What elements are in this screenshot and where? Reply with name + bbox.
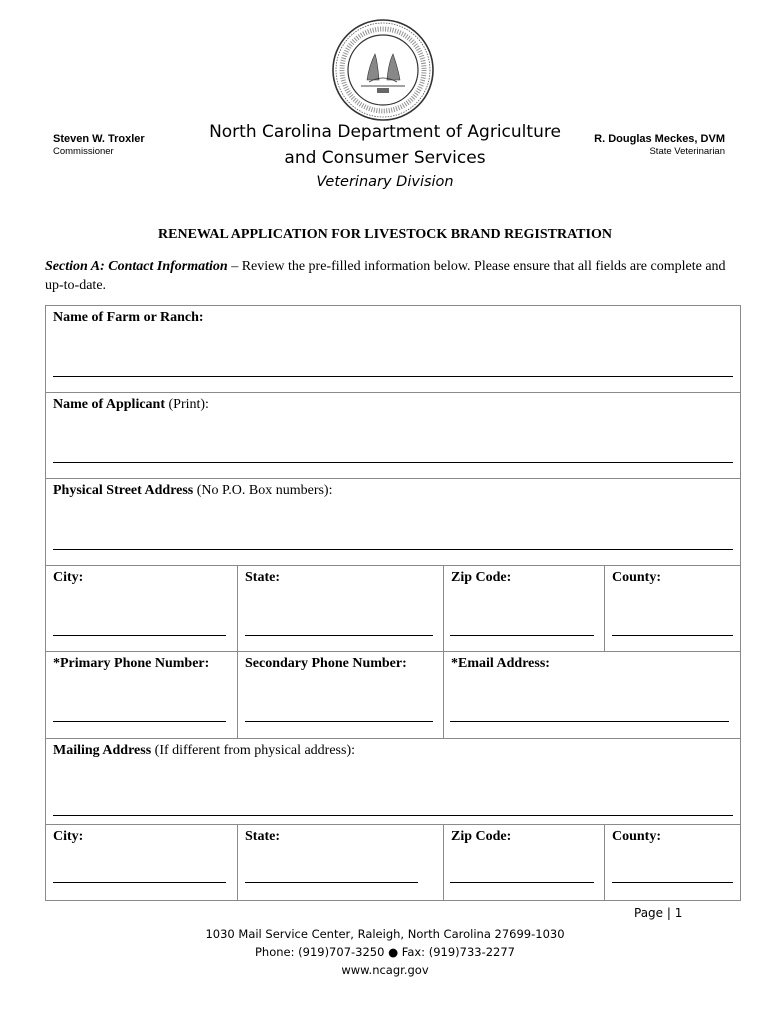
- mailing-zip-label: Zip Code:: [451, 829, 512, 844]
- applicant-name-field[interactable]: [53, 462, 733, 463]
- veterinarian-block: [594, 133, 725, 157]
- page-number: Page | 1: [634, 906, 683, 920]
- phone-email-row: [46, 652, 740, 739]
- street-address-label: Physical Street Address (No P.O. Box numbers):: [53, 483, 333, 498]
- veterinarian-name: R. Douglas Meckes, DVM: [594, 133, 725, 145]
- mailing-city-label: City:: [53, 829, 84, 844]
- mailing-city-cell: [46, 825, 237, 900]
- mailing-address-row: [46, 739, 740, 825]
- mailing-zip-cell: [443, 825, 604, 900]
- veterinarian-title: State Veterinarian: [649, 146, 725, 157]
- state-label: State:: [245, 570, 280, 585]
- zip-cell: [443, 566, 604, 651]
- mailing-county-field[interactable]: [612, 882, 733, 883]
- email-field[interactable]: [450, 721, 729, 722]
- mailing-county-cell: [604, 825, 740, 900]
- farm-name-label: Name of Farm or Ranch:: [53, 310, 204, 325]
- applicant-label: Name of Applicant (Print):: [53, 397, 209, 412]
- footer: [0, 925, 770, 979]
- department-name-line2: and Consumer Services: [284, 148, 486, 168]
- secondary-phone-label: Secondary Phone Number:: [245, 656, 407, 671]
- section-label: Section A: Contact Information: [45, 259, 228, 274]
- state-cell: [237, 566, 443, 651]
- zip-label: Zip Code:: [451, 570, 512, 585]
- secondary-phone-cell: [237, 652, 443, 738]
- email-label: *Email Address:: [451, 656, 550, 671]
- primary-phone-field[interactable]: [53, 721, 226, 722]
- commissioner-block: [53, 133, 145, 157]
- zip-field[interactable]: [450, 635, 594, 636]
- street-address-row: [46, 479, 740, 566]
- county-label: County:: [612, 570, 662, 585]
- mailing-state-field[interactable]: [245, 882, 418, 883]
- county-field[interactable]: [612, 635, 733, 636]
- farm-name-row: [46, 306, 740, 393]
- secondary-phone-field[interactable]: [245, 721, 433, 722]
- email-cell: [443, 652, 740, 738]
- division-name: Veterinary Division: [316, 174, 454, 190]
- city-field[interactable]: [53, 635, 226, 636]
- mailing-county-label: County:: [612, 829, 662, 844]
- commissioner-name: Steven W. Troxler: [53, 133, 145, 145]
- department-name-line1: North Carolina Department of Agriculture: [209, 122, 561, 142]
- city-label: City:: [53, 570, 84, 585]
- mailing-state-cell: [237, 825, 443, 900]
- contact-form: [45, 305, 741, 901]
- footer-website: www.ncagr.gov: [341, 963, 429, 977]
- footer-phone-fax: Phone: (919)707-3250 ● Fax: (919)733-2277: [254, 945, 516, 959]
- form-title: RENEWAL APPLICATION FOR LIVESTOCK BRAND REGISTRATION: [158, 227, 612, 242]
- city-cell: [46, 566, 237, 651]
- farm-name-field[interactable]: [53, 376, 733, 377]
- mailing-state-label: State:: [245, 829, 280, 844]
- department-heading: [185, 119, 585, 193]
- footer-address: 1030 Mail Service Center, Raleigh, North Carolina 27699-1030: [205, 927, 565, 941]
- commissioner-title: Commissioner: [53, 146, 114, 157]
- mailing-address-field[interactable]: [53, 815, 733, 816]
- section-instructions: – Review the pre-filled information below. Please ensure that all fields are complete and up-to-date.: [45, 259, 726, 293]
- primary-phone-cell: [46, 652, 237, 738]
- state-seal-icon: [331, 18, 435, 122]
- city-state-row: [46, 566, 740, 652]
- mailing-city-state-row: [46, 825, 740, 900]
- county-cell: [604, 566, 740, 651]
- mailing-address-label: Mailing Address (If different from physical address):: [53, 743, 355, 758]
- section-intro: [45, 257, 735, 295]
- street-address-field[interactable]: [53, 549, 733, 550]
- mailing-zip-field[interactable]: [450, 882, 594, 883]
- applicant-row: [46, 393, 740, 479]
- state-field[interactable]: [245, 635, 433, 636]
- primary-phone-label: *Primary Phone Number:: [53, 656, 210, 671]
- mailing-city-field[interactable]: [53, 882, 226, 883]
